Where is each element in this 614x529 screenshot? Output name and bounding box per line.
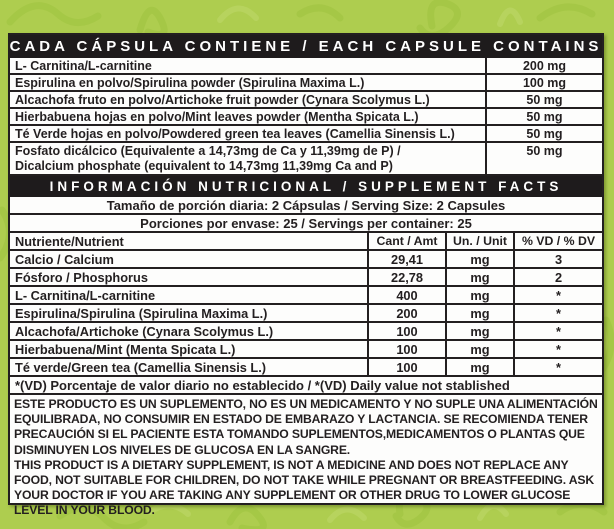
capsule-row-spirulina <box>10 75 602 92</box>
nutrient-daily-value: * <box>513 341 602 357</box>
ingredient-amount: 50 mg <box>485 92 602 107</box>
facts-row-mint <box>10 341 602 359</box>
capsule-row-l-carnitine <box>10 58 602 75</box>
ingredient-amount: 50 mg <box>485 143 602 174</box>
facts-row-artichoke <box>10 323 602 341</box>
nutrient-daily-value: * <box>513 305 602 321</box>
nutrient-amount: 100 <box>367 359 445 375</box>
nutrient-name: Calcio / Calcium <box>15 251 114 267</box>
nutrient-name: Hierbabuena/Mint (Menta Spicata L.) <box>15 341 236 357</box>
nutrient-unit: mg <box>445 305 513 321</box>
nutrient-unit: mg <box>445 269 513 285</box>
nutrient-daily-value: * <box>513 323 602 339</box>
nutrient-daily-value: * <box>513 287 602 303</box>
nutrient-name: Té verde/Green tea (Camellia Sinensis L.) <box>15 359 267 375</box>
servings-per-container-row: Porciones por envase: 25 / Servings per container: 25 <box>10 215 602 233</box>
nutrient-daily-value: 2 <box>513 269 602 285</box>
ingredient-name: Té Verde hojas en polvo/Powdered green tea leaves (Camellia Sinensis L.) <box>15 126 455 141</box>
serving-size-row: Tamaño de porción diaria: 2 Cápsulas / Serving Size: 2 Capsules <box>10 197 602 215</box>
nutrient-amount: 100 <box>367 341 445 357</box>
daily-value-footnote: *(VD) Porcentaje de valor diario no establecido / *(VD) Daily value not stablished <box>10 377 602 395</box>
supplement-label-panel <box>8 33 604 518</box>
ingredient-name: Hierbabuena hojas en polvo/Mint leaves powder (Mentha Spicata L.) <box>15 109 419 124</box>
facts-row-spirulina <box>10 305 602 323</box>
facts-row-phosphorus <box>10 269 602 287</box>
facts-row-calcium <box>10 251 602 269</box>
supplement-facts-title: INFORMACIÓN NUTRICIONAL / SUPPLEMENT FACTS <box>10 176 602 197</box>
ingredient-amount: 50 mg <box>485 126 602 141</box>
ingredient-name: L- Carnitina/L-carnitine <box>15 58 152 73</box>
nutrient-name: Fósforo / Phosphorus <box>15 269 148 285</box>
capsule-row-green-tea <box>10 126 602 143</box>
nutrient-amount: 100 <box>367 323 445 339</box>
nutrient-amount: 400 <box>367 287 445 303</box>
nutrient-amount: 200 <box>367 305 445 321</box>
ingredient-amount: 200 mg <box>485 58 602 73</box>
capsule-row-artichoke <box>10 92 602 109</box>
facts-row-green-tea <box>10 359 602 377</box>
ingredient-name <box>10 143 485 174</box>
ingredient-amount: 50 mg <box>485 109 602 124</box>
ingredient-name-english: Dicalcium phosphate (equivalent to 14,73mg 11,39mg Ca and P) <box>15 158 393 173</box>
column-header-nutrient: Nutriente/Nutrient <box>15 233 124 249</box>
nutrient-name: Alcachofa/Artichoke (Cynara Scolymus L.) <box>15 323 274 339</box>
ingredient-name-spanish: Fosfato dicálcico (Equivalente a 14,73mg de Ca y 11,39mg de P) / <box>15 143 401 158</box>
nutrient-name: Espirulina/Spirulina (Spirulina Maxima L.) <box>15 305 268 321</box>
ingredient-name: Alcachofa fruto en polvo/Artichoke fruit powder (Cynara Scolymus L.) <box>15 92 430 107</box>
facts-row-l-carnitine <box>10 287 602 305</box>
warning-text-english: THIS PRODUCT IS A DIETARY SUPPLEMENT, IS NOT A MEDICINE AND DOES NOT REPLACE ANY FOOD, NOT SUITABLE FOR CHILDREN, DO NOT TAKE WHILE PREGNANT OR BREASTFEEDING. ASK YOUR DOCTOR IF YOU ARE TAKING ANY SUPPLEMENT OR OTHER DRUG TO LOWER GLUCOSE LEVEL IN YOUR BLOOD. <box>14 457 595 518</box>
nutrient-daily-value: 3 <box>513 251 602 267</box>
column-header-unit: Un. / Unit <box>445 233 513 249</box>
capsule-row-dicalcium-phosphate <box>10 143 602 176</box>
warning-text-spanish: ESTE PRODUCTO ES UN SUPLEMENTO, NO ES UN MEDICAMENTO Y NO SUPLE UNA ALIMENTACIÓN EQUILIBRADA, NO CONSUMIR EN ESTADO DE EMBARAZO Y LACTANCIA. SE RECOMIENDA TENER PRECAUCIÓN SI EL PACIENTE ESTA TOMANDO SUPLEMENTOS,MEDICAMENTOS O PLANTAS QUE DISMINUYEN LOS NIVELES DE GLUCOSA EN LA SANGRE. <box>14 397 598 457</box>
nutrient-amount: 29,41 <box>367 251 445 267</box>
facts-header-row <box>10 233 602 251</box>
ingredient-amount: 100 mg <box>485 75 602 90</box>
nutrient-unit: mg <box>445 323 513 339</box>
column-header-amount: Cant / Amt <box>367 233 445 249</box>
nutrient-unit: mg <box>445 251 513 267</box>
nutrient-unit: mg <box>445 287 513 303</box>
nutrient-amount: 22,78 <box>367 269 445 285</box>
capsule-contents-title: CADA CÁPSULA CONTIENE / EACH CAPSULE CONTAINS <box>10 35 602 58</box>
column-header-daily-value: % VD / % DV <box>513 233 602 249</box>
nutrient-unit: mg <box>445 341 513 357</box>
nutrient-unit: mg <box>445 359 513 375</box>
capsule-row-mint <box>10 109 602 126</box>
nutrient-name: L- Carnitina/L-carnitine <box>15 287 156 303</box>
ingredient-name: Espirulina en polvo/Spirulina powder (Spirulina Maxima L.) <box>15 75 365 90</box>
warning-text-block <box>10 395 602 520</box>
nutrient-daily-value: * <box>513 359 602 375</box>
